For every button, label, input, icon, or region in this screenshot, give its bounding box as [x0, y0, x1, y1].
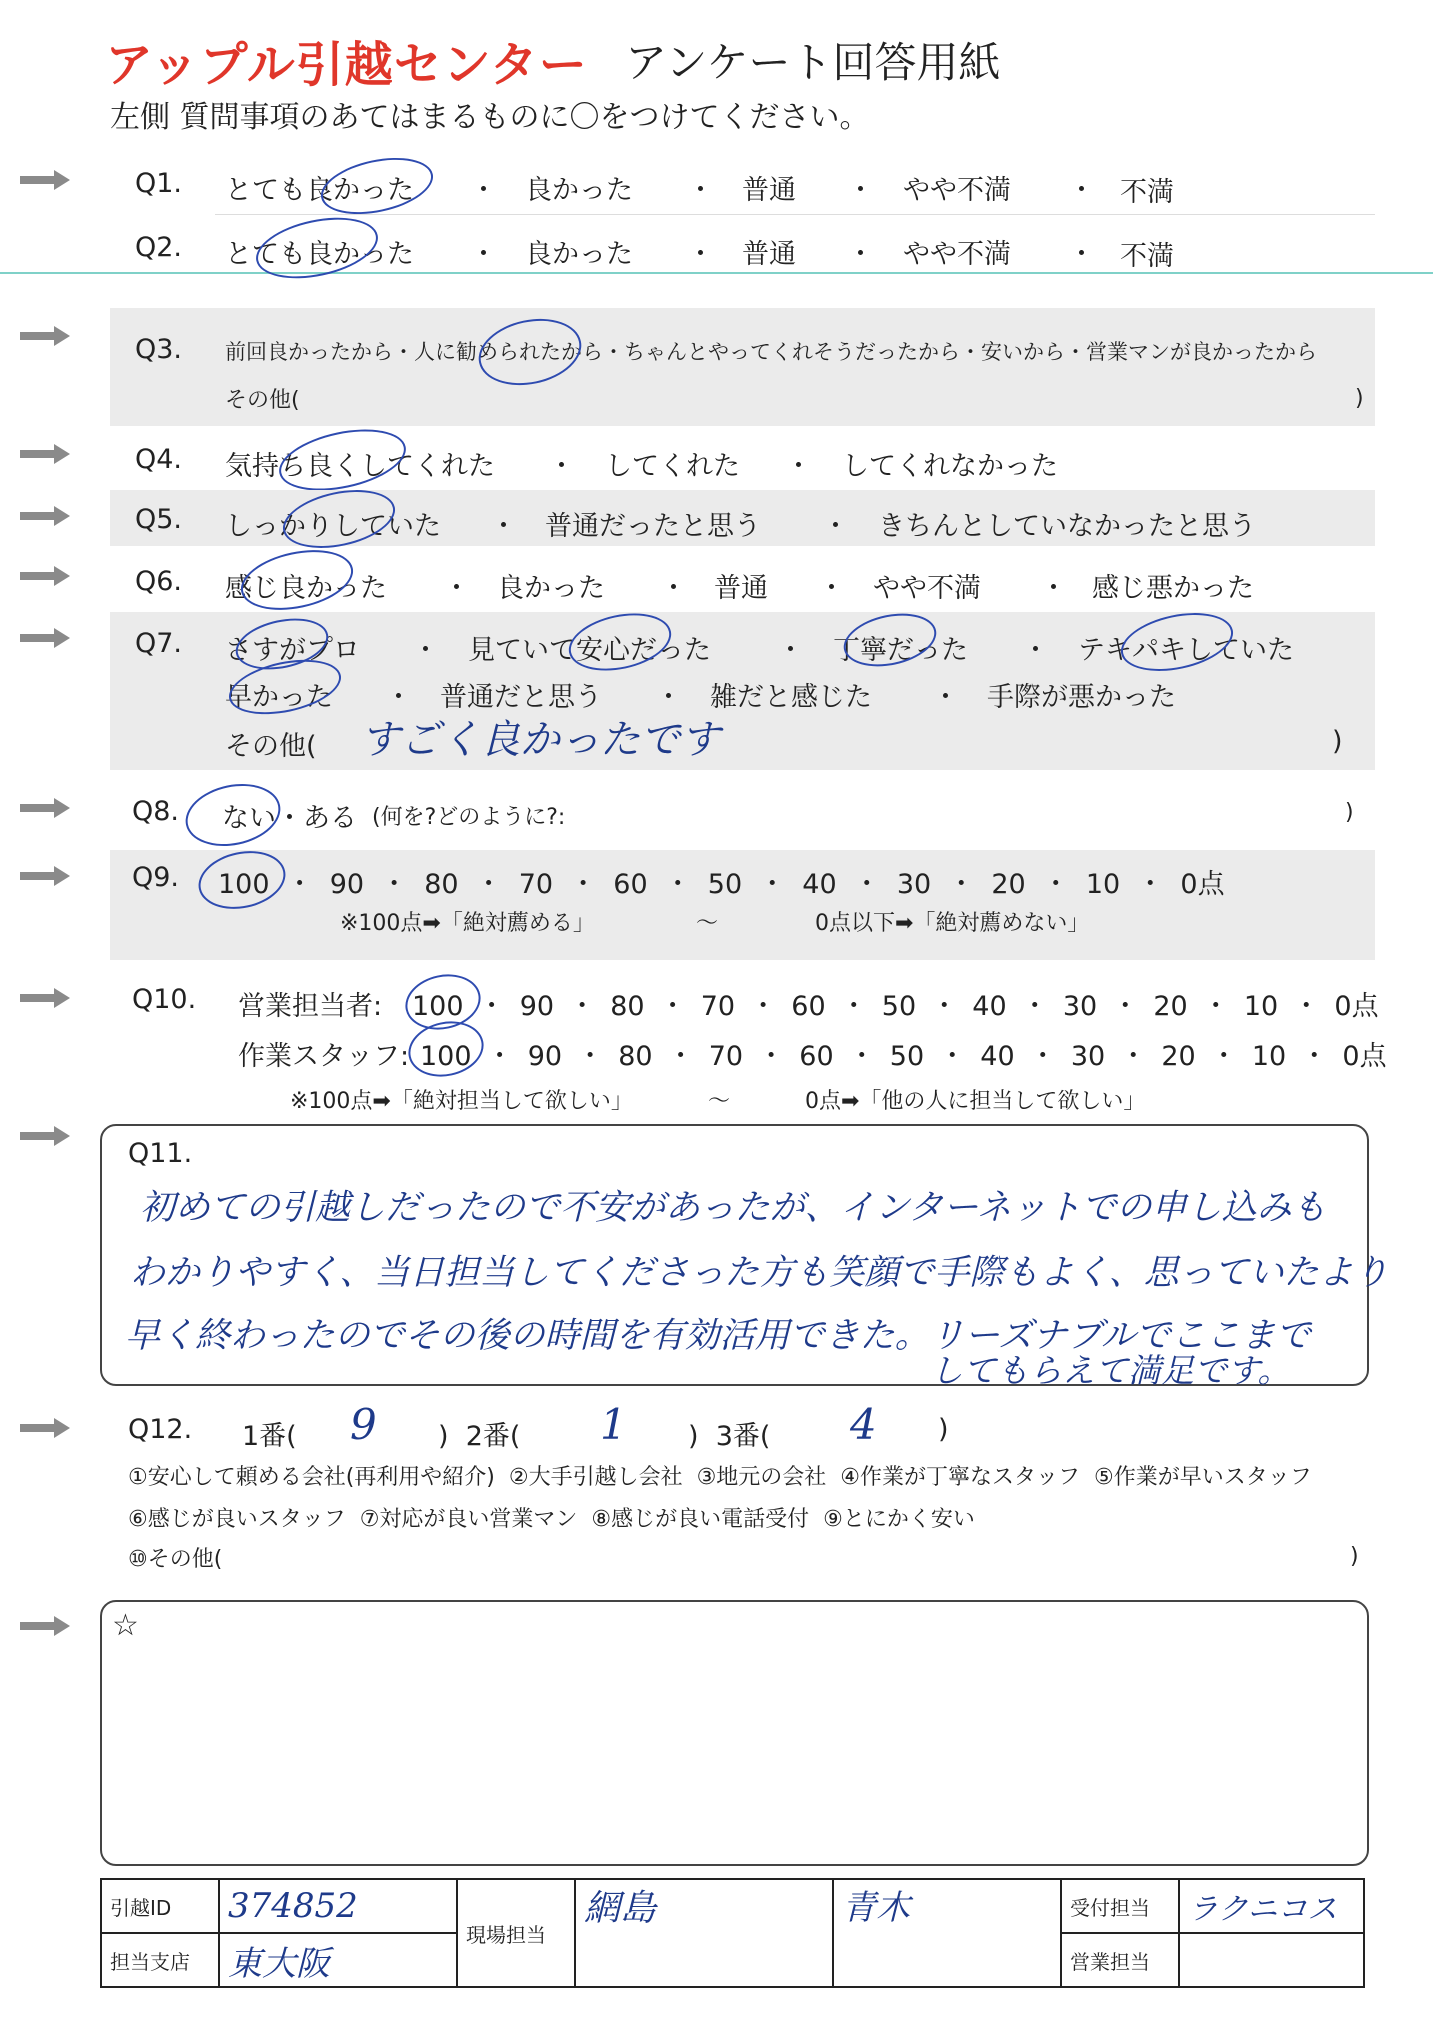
q6-option[interactable]: やや不満	[873, 573, 981, 604]
arrow-icon	[20, 506, 70, 526]
q10-staff-scale[interactable]: 100 ・ 90 ・ 80 ・ 70 ・ 60 ・ 50 ・ 40 ・ 30 ・ 20 ・ 10 ・ 0点	[420, 1041, 1387, 1072]
q4-option[interactable]: してくれた	[605, 451, 740, 482]
q10-sales-scale[interactable]: 100 ・ 90 ・ 80 ・ 70 ・ 60 ・ 50 ・ 40 ・ 30 ・ 20 ・ 10 ・ 0点	[412, 991, 1379, 1022]
q7-label: Q7.	[135, 628, 183, 659]
q12-second-label: ) 2番(	[438, 1421, 521, 1452]
q7-option[interactable]: さすがプロ	[225, 635, 360, 666]
q7-option[interactable]: 雑だと感じた	[710, 682, 872, 713]
field-staff-2: 青木	[842, 1888, 910, 1928]
q1-option[interactable]: やや不満	[903, 175, 1011, 206]
q5-option[interactable]: 普通だったと思う	[545, 511, 761, 542]
q1-separator: ・	[847, 175, 874, 206]
q1-option[interactable]: とても良かった	[225, 175, 414, 206]
q4-option[interactable]: 気持ち良くしてくれた	[225, 451, 495, 482]
arrow-icon	[20, 798, 70, 818]
q9-note-mid: 〜	[696, 911, 719, 936]
arrow-icon	[20, 1418, 70, 1438]
sales-staff-value[interactable]	[1179, 1933, 1364, 1987]
answer-circle	[274, 419, 412, 501]
form-title: アンケート回答用紙	[625, 38, 1001, 87]
q2-option[interactable]: 良かった	[525, 239, 633, 270]
field-staff-label: 現場担当	[457, 1879, 575, 1987]
q12-choices-row: ⑥感じが良いスタッフ ⑦対応が良い営業マン ⑧感じが良い電話受付 ⑨とにかく安い	[128, 1507, 975, 1532]
q12-third-label: ) 3番(	[688, 1421, 771, 1452]
reception-value: ラクニコス	[1188, 1892, 1338, 1927]
q10-label: Q10.	[132, 984, 197, 1015]
q7-option[interactable]: 見ていて安心だった	[468, 635, 711, 666]
q7-separator: ・	[1022, 635, 1049, 666]
arrow-icon	[20, 326, 70, 346]
q3-close: )	[1355, 386, 1364, 411]
scan-line	[0, 272, 1433, 274]
move-id-value: 374852	[228, 1886, 358, 1926]
q12-choices-row: ⑩その他(	[128, 1547, 223, 1572]
q8-options[interactable]: ない・ある	[222, 803, 357, 834]
answer-circle	[403, 1015, 489, 1084]
q12-close: )	[938, 1414, 949, 1445]
answer-circle	[251, 208, 384, 289]
q5-label: Q5.	[135, 504, 183, 535]
reception-label: 受付担当	[1061, 1879, 1179, 1933]
q10-note-mid: 〜	[708, 1089, 731, 1114]
q8-label: Q8.	[132, 796, 180, 827]
q6-option[interactable]: 感じ悪かった	[1092, 573, 1254, 604]
q3-other[interactable]: その他(	[225, 388, 300, 413]
answer-circle	[235, 541, 358, 619]
q5-separator: ・	[490, 511, 517, 542]
q6-option[interactable]: 感じ良かった	[225, 573, 387, 604]
q11-handwriting-line: してもらえて満足です。	[930, 1351, 1291, 1390]
q1-separator: ・	[1068, 175, 1095, 206]
q1-label: Q1.	[135, 168, 183, 199]
q6-option[interactable]: 良かった	[497, 573, 605, 604]
q2-separator: ・	[847, 239, 874, 270]
q12-choices-row: ①安心して頼める会社(再利用や紹介) ②大手引越し会社 ③地元の会社 ④作業が丁寧なスタッフ ⑤作業が早いスタッフ	[128, 1465, 1312, 1490]
q7-option[interactable]: 丁寧だった	[833, 635, 968, 666]
q7-separator: ・	[777, 635, 804, 666]
q9-scale[interactable]: 100 ・ 90 ・ 80 ・ 70 ・ 60 ・ 50 ・ 40 ・ 30 ・ 20 ・ 10 ・ 0点	[218, 869, 1225, 900]
q2-option[interactable]: 普通	[742, 239, 796, 270]
q7-separator: ・	[932, 682, 959, 713]
arrow-icon	[20, 566, 70, 586]
q2-option[interactable]: とても良かった	[225, 239, 414, 270]
q7-separator: ・	[412, 635, 439, 666]
q9-label: Q9.	[132, 862, 180, 893]
arrow-icon	[20, 866, 70, 886]
q9-note-left: ※100点➡「絶対薦める」	[340, 911, 595, 936]
q6-separator: ・	[818, 573, 845, 604]
q5-option[interactable]: きちんとしていなかったと思う	[878, 511, 1256, 542]
q2-option[interactable]: 不満	[1120, 241, 1174, 272]
q7-separator: ・	[655, 682, 682, 713]
q3-band	[110, 308, 1375, 426]
q12-first-value[interactable]: 9	[350, 1400, 377, 1449]
q6-separator: ・	[1040, 573, 1067, 604]
field-staff-1: 網島	[584, 1888, 657, 1929]
answer-circle	[180, 776, 286, 855]
q1-option[interactable]: 普通	[742, 175, 796, 206]
free-comment-box[interactable]	[100, 1600, 1369, 1866]
q6-option[interactable]: 普通	[714, 573, 768, 604]
q3-options[interactable]: 前回良かったから・人に勧められたから・ちゃんとやってくれそうだったから・安いから・営業マンが良かったから	[225, 340, 1317, 364]
q7-other-handwriting[interactable]: すごく良かったです	[360, 717, 720, 763]
answer-circle	[316, 149, 438, 224]
q2-separator: ・	[470, 239, 497, 270]
q6-separator: ・	[660, 573, 687, 604]
q4-separator: ・	[548, 451, 575, 482]
q8-close: )	[1345, 800, 1354, 825]
q12-label: Q12.	[128, 1414, 193, 1445]
q4-separator: ・	[785, 451, 812, 482]
sales-staff-label: 営業担当	[1061, 1933, 1179, 1987]
q4-option[interactable]: してくれなかった	[842, 451, 1058, 482]
q5-separator: ・	[822, 511, 849, 542]
arrow-icon	[20, 444, 70, 464]
arrow-icon	[20, 1126, 70, 1146]
branch-label: 担当支店	[101, 1933, 219, 1987]
q2-label: Q2.	[135, 232, 183, 263]
q10-staff-label: 作業スタッフ:	[238, 1041, 410, 1072]
q1-option[interactable]: 不満	[1120, 177, 1174, 208]
q6-separator: ・	[443, 573, 470, 604]
divider	[215, 214, 1375, 215]
q7-close: )	[1332, 726, 1343, 757]
branch-value: 東大阪	[228, 1943, 330, 1984]
q7-option[interactable]: 手際が悪かった	[987, 682, 1176, 713]
q7-option[interactable]: テキパキしていた	[1078, 635, 1294, 666]
q10-note-right: 0点➡「他の人に担当して欲しい」	[805, 1089, 1146, 1114]
q11-handwriting-line: 早く終わったのでその後の時間を有効活用できた。リーズナブルでここまで	[125, 1316, 1311, 1356]
q2-option[interactable]: やや不満	[903, 239, 1011, 270]
q3-label: Q3.	[135, 334, 183, 365]
move-id-label: 引越ID	[101, 1879, 219, 1933]
q1-separator: ・	[687, 175, 714, 206]
footer-table	[100, 1878, 1365, 1988]
q11-handwriting-line: わかりやすく、当日担当してくださった方も笑顔で手際もよく、思っていたより	[130, 1253, 1389, 1293]
q12-choices-close: )	[1350, 1544, 1359, 1569]
arrow-icon	[20, 1616, 70, 1636]
q2-separator: ・	[1068, 239, 1095, 270]
q12-second-value[interactable]: 1	[600, 1400, 627, 1449]
arrow-icon	[20, 170, 70, 190]
q10-note-left: ※100点➡「絶対担当して欲しい」	[290, 1089, 633, 1114]
q12-first-label: 1番(	[242, 1421, 297, 1452]
q5-option[interactable]: しっかりしていた	[225, 511, 441, 542]
q4-label: Q4.	[135, 444, 183, 475]
q10-sales-label: 営業担当者:	[238, 991, 383, 1022]
q11-handwriting-line: 初めての引越しだったので不安があったが、インターネットでの申し込みも	[140, 1188, 1327, 1228]
q6-label: Q6.	[135, 566, 183, 597]
instruction-text: 左側 質問事項のあてはまるものに〇をつけてください。	[110, 100, 870, 135]
q8-hint: (何を?どのように?:	[372, 805, 566, 830]
brand-name: アップル引越センター	[105, 37, 588, 93]
q12-third-value[interactable]: 4	[850, 1400, 877, 1449]
q1-option[interactable]: 良かった	[525, 175, 633, 206]
arrow-icon	[20, 628, 70, 648]
q7-option[interactable]: 早かった	[225, 682, 333, 713]
star-icon: ☆	[112, 1608, 139, 1643]
q9-note-right: 0点以下➡「絶対薦めない」	[815, 911, 1090, 936]
q7-option[interactable]: 普通だと思う	[440, 682, 602, 713]
q1-separator: ・	[470, 175, 497, 206]
q7-separator: ・	[385, 682, 412, 713]
q2-separator: ・	[687, 239, 714, 270]
q7-other-label: その他(	[225, 731, 317, 762]
q11-label: Q11.	[128, 1138, 193, 1169]
arrow-icon	[20, 988, 70, 1008]
